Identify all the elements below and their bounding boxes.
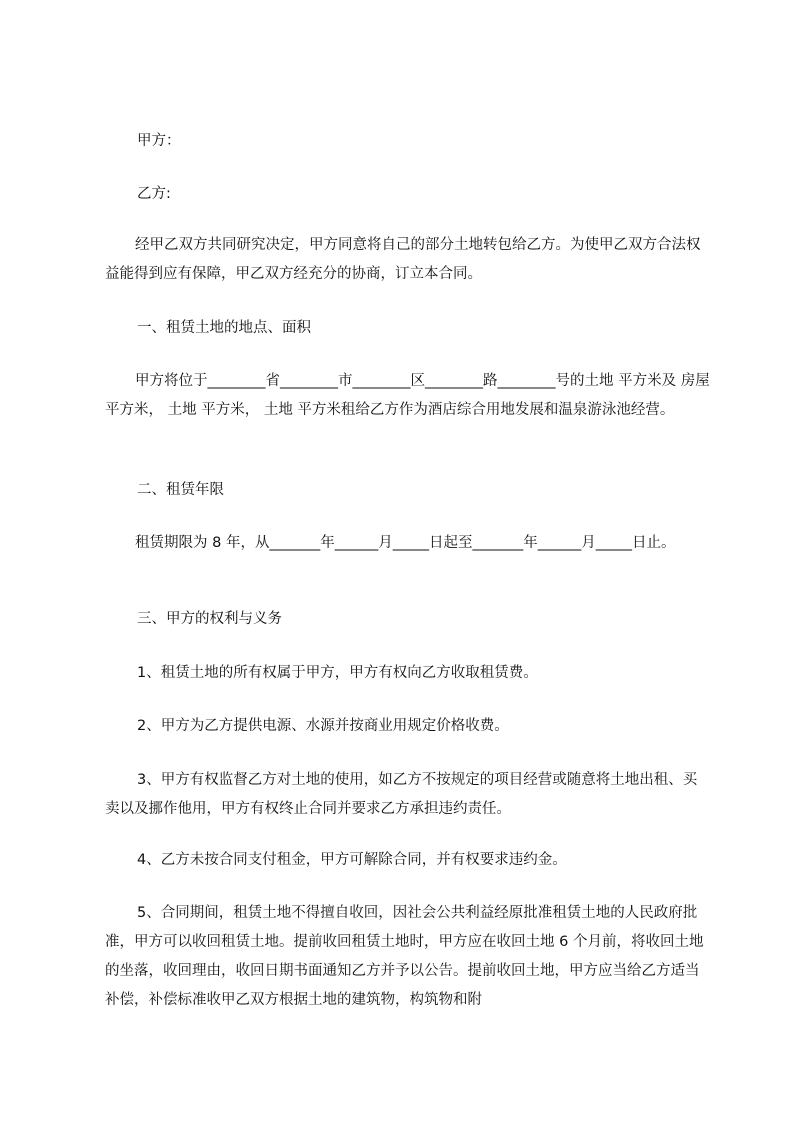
section-2-body: 租赁期限为 8 年，从_______年______月_____日起至_______年______月_____日止。 xyxy=(135,535,676,551)
section-2-heading: 二、租赁年限 xyxy=(137,482,224,498)
section-3-item-5: 5、合同期间，租赁土地不得擅自收回，因社会公共利益经原批准租赁土地的人民政府批准，甲方可以收回租赁土地。提前收回租赁土地时，甲方应在收回土地 6 个月前，将收回土地的坐落，收回理由，收回日期书面通知乙方并予以公告。提前收回土地，甲方应当给乙方适当补偿，补偿标准收甲乙双方根据土地的建筑物，构筑物和附 xyxy=(105,905,704,1008)
party-b-label: 乙方: xyxy=(137,186,171,202)
section-3-item-2: 2、甲方为乙方提供电源、水源并按商业用规定价格收费。 xyxy=(137,718,509,734)
section-3-item-3: 3、甲方有权监督乙方对土地的使用，如乙方不按规定的项目经营或随意将土地出租、买卖以及挪作他用，甲方有权终止合同并要求乙方承担违约责任。 xyxy=(105,772,698,817)
preamble-paragraph: 经甲乙双方共同研究决定，甲方同意将自己的部分土地转包给乙方。为使甲乙双方合法权益能得到应有保障，甲乙双方经充分的协商，订立本合同。 xyxy=(105,237,701,282)
section-3-item-4: 4、乙方未按合同支付租金，甲方可解除合同，并有权要求违约金。 xyxy=(137,852,567,868)
section-1-heading: 一、租赁土地的地点、面积 xyxy=(137,320,311,336)
party-a-label: 甲方： xyxy=(137,133,181,149)
section-3-heading: 三、甲方的权利与义务 xyxy=(137,611,282,627)
section-3-item-1: 1、租赁土地的所有权属于甲方，甲方有权向乙方收取租赁费。 xyxy=(137,665,538,681)
section-1-body: 甲方将位于________省________市________区________路________号的土地 平方米及 房屋 平方米， 土地 平方米， 土地 平方米租给乙方作为酒店综合用地发展和温泉游泳池经营。 xyxy=(105,373,715,418)
